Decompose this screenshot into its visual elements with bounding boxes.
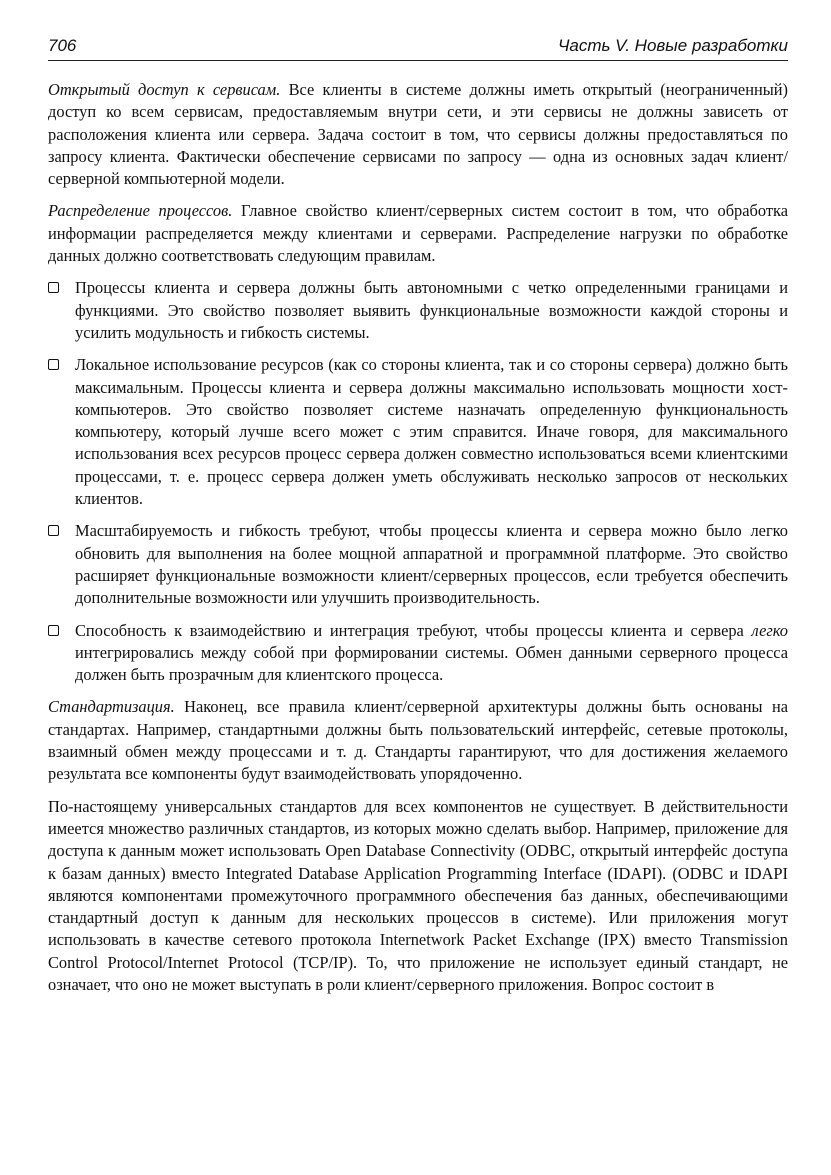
paragraph-lead: Распределение процессов. <box>48 201 233 221</box>
paragraph-lead: Стандартизация. <box>48 697 175 717</box>
list-item-emphasis: легко <box>751 620 788 640</box>
book-page <box>48 36 788 1006</box>
paragraph-text: Наконец, все правила клиент/серверной архитектуры должны быть основаны на стандартах. Например, стандартными должны быть пользовательский интерфейс, сетевые протоколы, взаимный обмен между процессами и т. д. Стандарты гарантируют, что для достижения желаемого результата все компоненты будут взаимодействовать упорядоченно. <box>48 697 788 784</box>
running-header <box>48 36 788 61</box>
list-item <box>48 277 788 344</box>
list-item-text-continued: интегрировались между собой при формировании системы. Обмен данными серверного процесса должен быть прозрачным для клиентского процесса. <box>75 642 788 685</box>
checkbox-bullet-icon <box>48 359 59 370</box>
rules-list <box>48 277 788 686</box>
page-number: 706 <box>48 36 77 55</box>
paragraph-standards-discussion: По-настоящему универсальных стандартов для всех компонентов не существует. В действительности имеется множество различных стандартов, из которых можно сделать выбор. Например, приложение для доступа к данным может использовать Open Database Connectivity (ODBC, открытый интерфейс доступа к базам данных) вместо Integrated Database Application Programming Interface (IDAPI). (ODBC и IDAPI являются компонентами промежуточного программного обеспечения баз данных, обеспечивающими стандартный доступ к данным для нескольких процессов в системе). Или приложения могут использовать в качестве сетевого протокола Internetwork Packet Exchange (IPX) вместо Transmission Control Protocol/Internet Protocol (TCP/IP). То, что приложение не использует единый стандарт, не означает, что оно не может выступать в роли клиент/серверного приложения. Вопрос состоит в <box>48 796 788 994</box>
checkbox-bullet-icon <box>48 525 59 536</box>
list-item <box>48 354 788 510</box>
section-title: Часть V. Новые разработки <box>557 36 788 55</box>
list-item <box>48 520 788 609</box>
paragraph-text: Главное свойство клиент/серверных систем состоит в том, что обработка информации распределяется между клиентами и серверами. Распределение нагрузки по обработке данных должно соответствовать следующим правилам. <box>48 201 788 266</box>
checkbox-bullet-icon <box>48 625 59 636</box>
paragraph-process-distribution <box>48 200 788 267</box>
list-item-text: Способность к взаимодействию и интеграция требуют, чтобы процессы клиента и сервера <box>75 620 752 640</box>
paragraph-standardization <box>48 696 788 785</box>
paragraph-lead: Открытый доступ к сервисам. <box>48 80 281 99</box>
list-item <box>48 620 788 687</box>
list-item-text: Масштабируемость и гибкость требуют, чтобы процессы клиента и сервера можно было легко обновить для выполнения на более мощной аппаратной и программной платформе. Это свойство расширяет функциональные возможности клиент/серверных процессов, если требуется обеспечить дополнительные возможности или улучшить производительность. <box>75 521 788 608</box>
list-item-text: Локальное использование ресурсов (как со стороны клиента, так и со стороны сервера) должно быть максимальным. Процессы клиента и сервера должны максимально использовать мощности хост-компьютеров. Это свойство позволяет системе назначать определенную функциональность компьютеру, который лучше всего может с этим справится. Иначе говоря, для максимального использования всех ресурсов процесс сервера должен совместно использоваться всеми клиентскими процессами, т. е. процесс сервера должен уметь обслуживать несколько запросов от нескольких клиентов. <box>75 355 788 509</box>
checkbox-bullet-icon <box>48 282 59 293</box>
paragraph-text: Все клиенты в системе должны иметь открытый (неограниченный) доступ ко всем сервисам, предоставляемым внутри сети, и эти сервисы не должны зависеть от расположения клиента или сервера. Задача состоит в том, что сервисы должны предоставляться по запросу клиента. Фактически обеспечение сервисами по запросу — одна из основных задач клиент/серверной компьютерной модели. <box>48 80 788 189</box>
list-item-text: Процессы клиента и сервера должны быть автономными с четко определенными границами и функциями. Это свойство позволяет выявить функциональные возможности каждой стороны и усилить модульность и гибкость системы. <box>75 278 788 342</box>
paragraph-open-access <box>48 79 788 190</box>
